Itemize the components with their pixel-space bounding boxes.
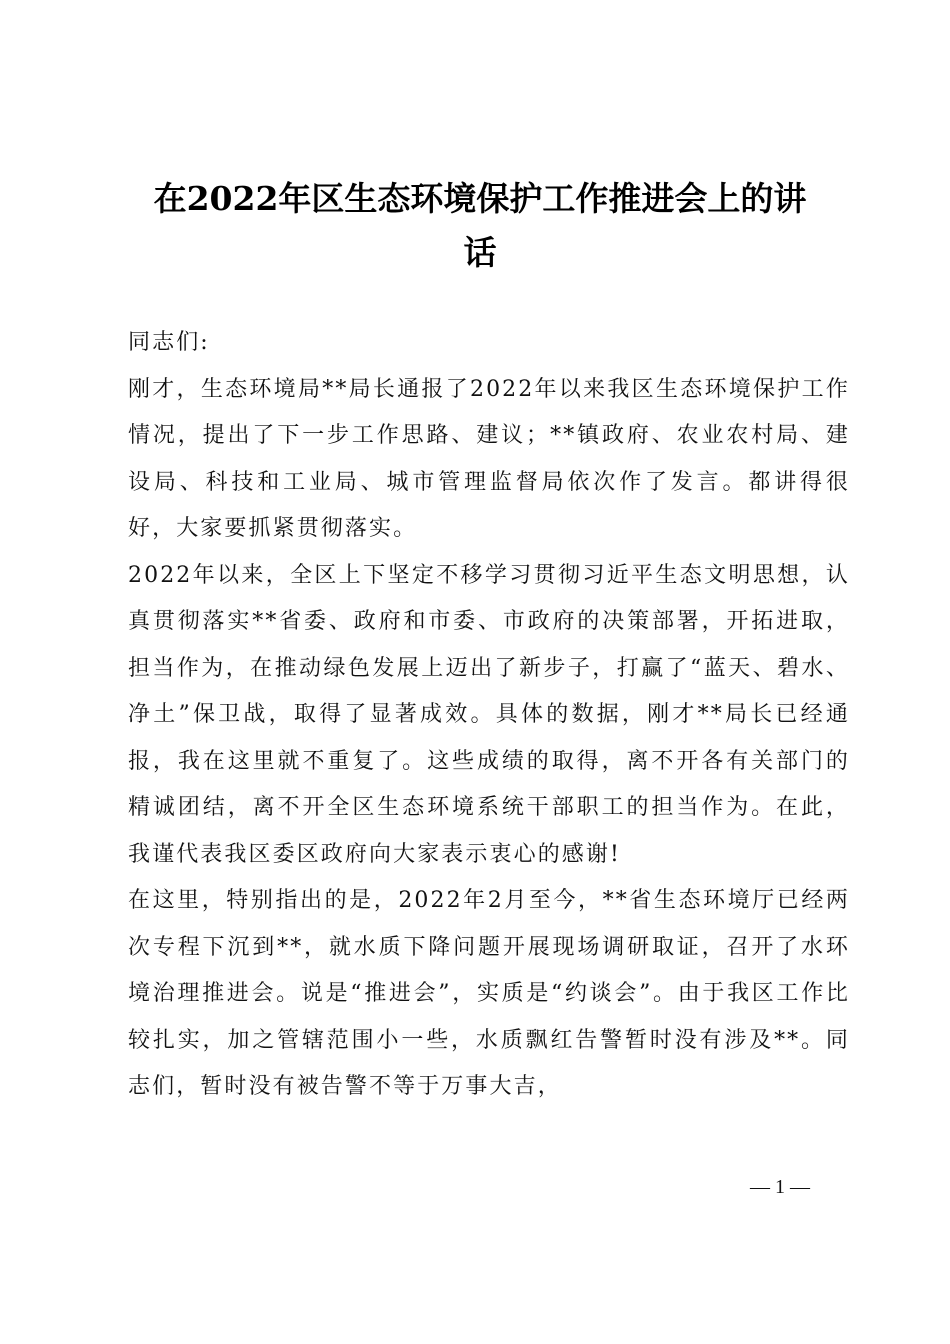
title-line-1: 在2022年区生态环境保护工作推进会上的讲: [153, 179, 807, 218]
title-line-2: 话: [463, 233, 497, 272]
document-title: [120, 172, 840, 280]
document-body: [128, 320, 850, 1111]
paragraph-2: 2022年以来，全区上下坚定不移学习贯彻习近平生态文明思想，认真贯彻落实**省委、政府和市委、市政府的决策部署，开拓进取，担当作为，在推动绿色发展上迈出了新步子，打赢了“蓝天、碧水、净土”保卫战，取得了显著成效。具体的数据，刚才**局长已经通报，我在这里就不重复了。这些成绩的取得，离不开各有关部门的精诚团结，离不开全区生态环境系统干部职工的担当作为。在此，我谨代表我区委区政府向大家表示衷心的感谢!: [128, 562, 850, 867]
greeting: 同志们:: [128, 330, 210, 355]
paragraph-3: 在这里，特别指出的是，2022年2月至今，**省生态环境厅已经两次专程下沉到**，就水质下降问题开展现场调研取证，召开了水环境治理推进会。说是“推进会”，实质是“约谈会”。由于我区工作比较扎实，加之管辖范围小一些，水质飘红告警暂时没有涉及**。同志们，暂时没有被告警不等于万事大吉，: [128, 888, 850, 1099]
page-number: — 1 —: [750, 1176, 810, 1198]
paragraph-1: 刚才，生态环境局**局长通报了2022年以来我区生态环境保护工作情况，提出了下一步工作思路、建议；**镇政府、农业农村局、建设局、科技和工业局、城市管理监督局依次作了发言。都讲得很好，大家要抓紧贯彻落实。: [128, 376, 850, 541]
